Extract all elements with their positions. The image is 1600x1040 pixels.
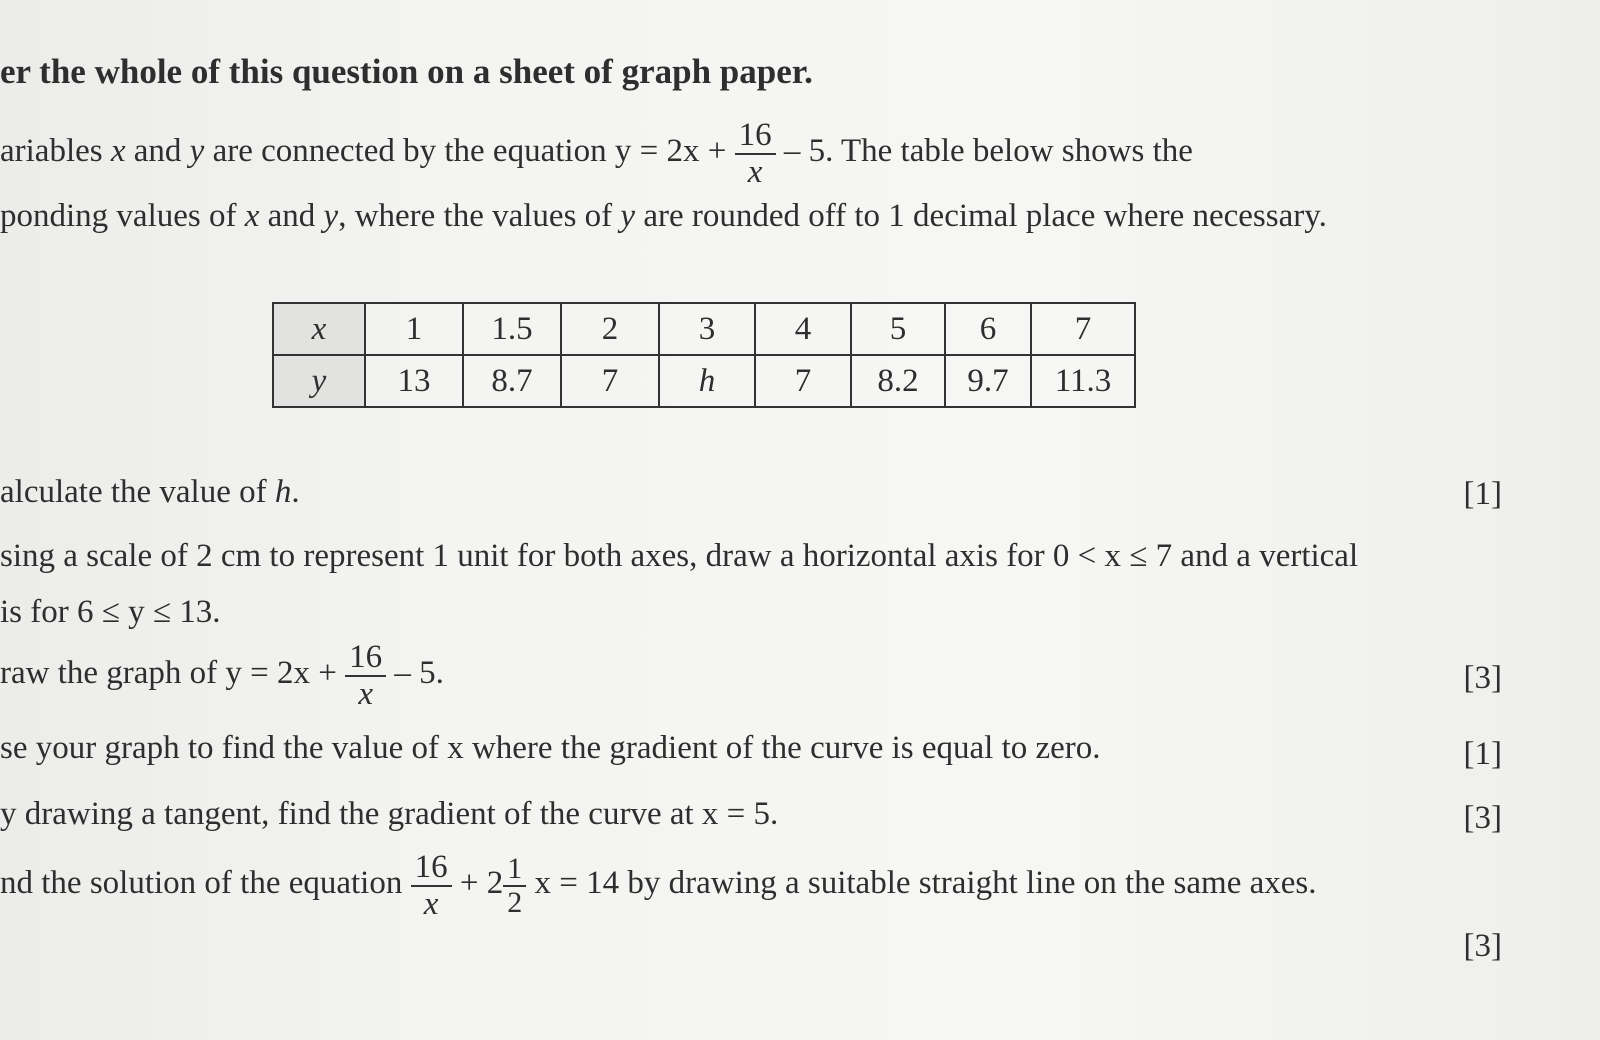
intro-text: are connected by the equation: [212, 133, 607, 170]
table-cell: 1.5: [463, 303, 561, 355]
intro-text: ponding values of: [0, 198, 237, 234]
mixed-fraction: [503, 853, 526, 918]
fraction: [411, 850, 452, 921]
table-cell: 7: [561, 355, 659, 407]
question-punct: .: [291, 474, 300, 510]
question-text: nd the solution of the equation: [0, 865, 403, 902]
table-cell: 8.2: [851, 355, 945, 407]
question-2: sing a scale of 2 cm to represent 1 unit for both axes, draw a horizontal axis for 0 < x ≤ 7 and a vertical: [0, 538, 1359, 574]
table-cell: 7: [1031, 303, 1135, 355]
question-text: + 2: [459, 865, 504, 902]
question-text: raw the graph of y = 2x +: [0, 655, 337, 692]
table-cell: 9.7: [945, 355, 1031, 407]
intro-line-2: [0, 198, 1327, 235]
table-cell: 7: [755, 355, 851, 407]
question-3: [0, 640, 444, 711]
values-table: [272, 302, 1136, 408]
fraction: [735, 118, 776, 189]
question-5: y drawing a tangent, find the gradient of the curve at x = 5.: [0, 796, 779, 832]
fraction-denominator: 2: [507, 885, 523, 919]
intro-text: ariables: [0, 133, 103, 170]
table-row-y: [273, 355, 1135, 407]
table-cell: 11.3: [1031, 355, 1135, 407]
fraction-denominator: x: [747, 153, 763, 190]
question-1: [0, 474, 300, 511]
table-cell: 13: [365, 355, 463, 407]
fraction-denominator: x: [423, 885, 439, 922]
table-cell: 5: [851, 303, 945, 355]
table-cell: 1: [365, 303, 463, 355]
table-cell-unknown: h: [659, 355, 755, 407]
var-x: x: [110, 133, 126, 170]
instruction: er the whole of this question on a sheet of graph paper.: [0, 52, 813, 91]
equation-rhs: – 5.: [783, 133, 834, 170]
question-text: x = 14 by drawing a suitable straight line on the same axes.: [534, 865, 1317, 902]
marks-q4: [1]: [1463, 736, 1502, 772]
fraction-numerator: 16: [735, 118, 776, 155]
var-x: x: [244, 198, 260, 234]
table-header-y: y: [273, 355, 365, 407]
intro-line-1: [0, 118, 1193, 189]
question-text: – 5.: [394, 655, 444, 692]
intro-and: and: [133, 133, 182, 170]
marks-q5: [3]: [1463, 800, 1502, 836]
var-y: y: [323, 198, 339, 234]
marks-q3: [3]: [1463, 660, 1502, 696]
question-text: alculate the value of: [0, 474, 267, 510]
table-cell: 6: [945, 303, 1031, 355]
question-4: se your graph to find the value of x where the gradient of the curve is equal to zero.: [0, 730, 1101, 766]
question-6: [0, 850, 1317, 921]
var-y: y: [189, 133, 205, 170]
equation-lhs: y = 2x +: [614, 133, 727, 170]
intro-and: and: [267, 198, 316, 234]
marks-q6: [3]: [1463, 928, 1502, 964]
fraction-numerator: 16: [345, 640, 386, 677]
intro-text: , where the values of: [338, 198, 613, 234]
var-h: h: [274, 474, 292, 510]
intro-text: are rounded off to 1 decimal place where necessary.: [643, 198, 1327, 234]
table-cell: 2: [561, 303, 659, 355]
fraction: [345, 640, 386, 711]
table-cell: 3: [659, 303, 755, 355]
intro-text: The table below shows the: [840, 133, 1193, 170]
table-cell: 4: [755, 303, 851, 355]
question-2-cont: is for 6 ≤ y ≤ 13.: [0, 594, 221, 630]
table-row-x: [273, 303, 1135, 355]
marks-q1: [1]: [1463, 476, 1502, 512]
fraction-numerator: 16: [411, 850, 452, 887]
var-y: y: [620, 198, 636, 234]
fraction-denominator: x: [358, 675, 373, 712]
table-header-x: x: [273, 303, 365, 355]
fraction-numerator: 1: [503, 853, 526, 887]
table-cell: 8.7: [463, 355, 561, 407]
